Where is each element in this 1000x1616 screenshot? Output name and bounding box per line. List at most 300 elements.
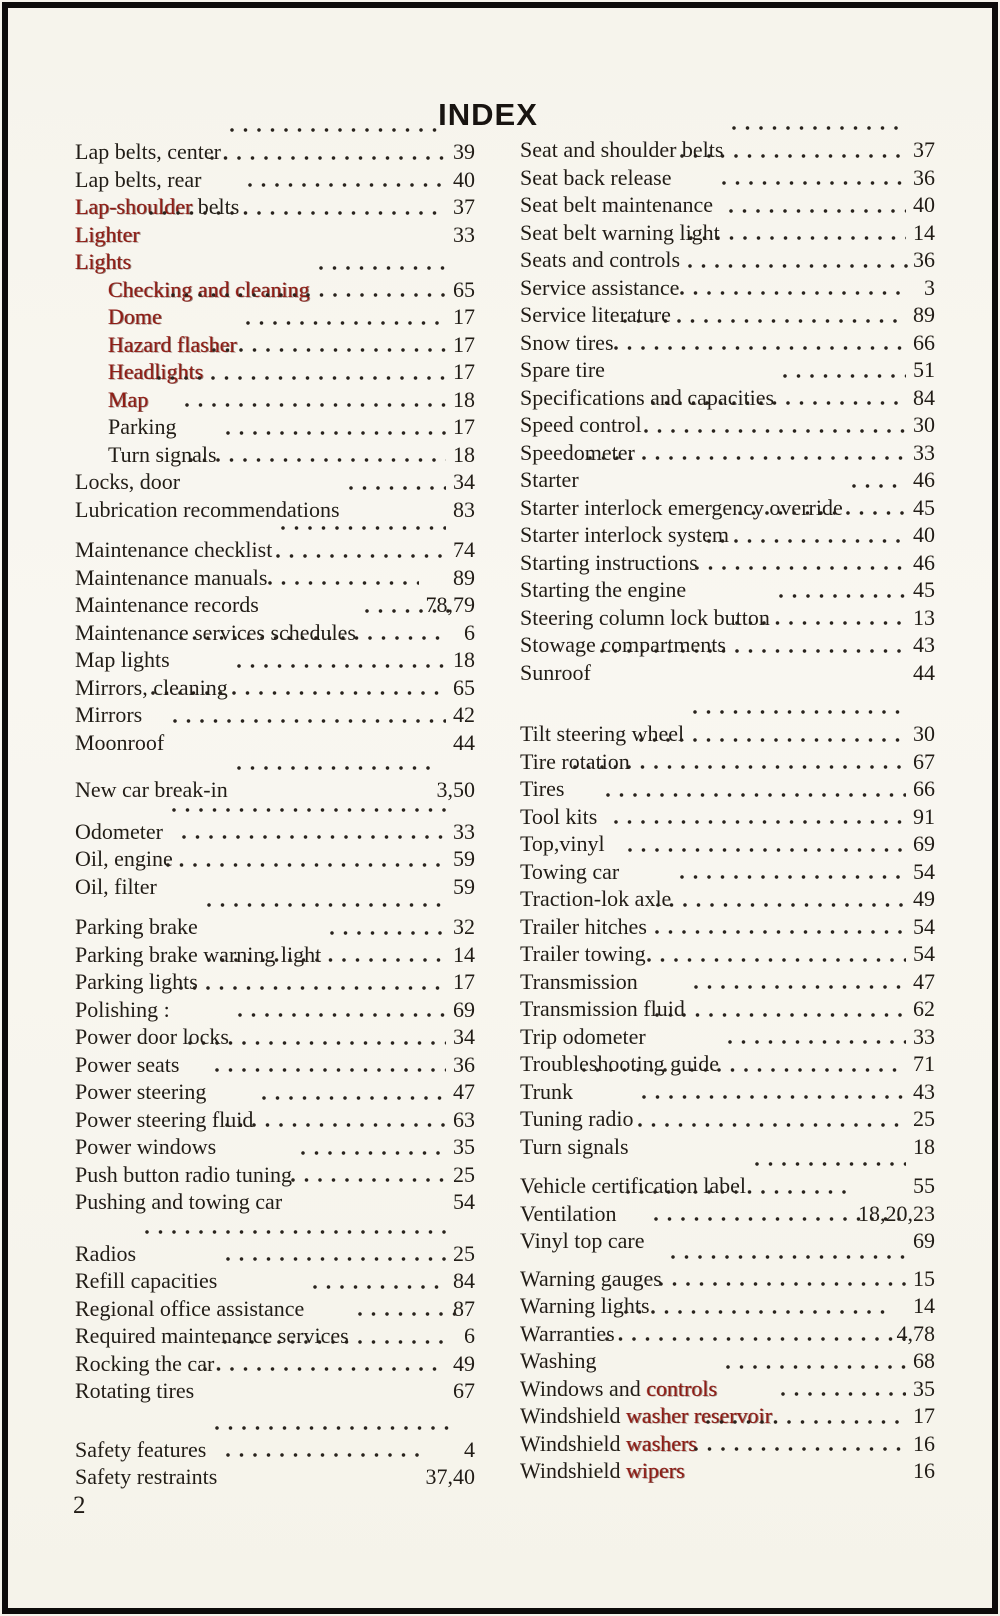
entry-page-number: 17 (913, 1403, 935, 1428)
index-entry (520, 1078, 935, 1106)
entry-label-misprint-segment: Lights (75, 249, 132, 274)
index-entry (520, 803, 935, 831)
index-entry (520, 136, 935, 164)
entry-label (520, 1078, 573, 1106)
entry-page-number: 87 (453, 1295, 475, 1321)
index-group (520, 1265, 935, 1485)
entry-label-misprint-segment: washer reservoir (626, 1403, 773, 1428)
entry-label-segment: Spare tire (520, 357, 605, 382)
entry-label-segment: Speedometer (520, 439, 635, 465)
entry-label (520, 191, 713, 219)
entry-page-number: 37 (453, 194, 475, 219)
index-entry (75, 1240, 475, 1268)
index-entry (75, 413, 475, 441)
index-entry (520, 274, 935, 302)
index-entry (75, 1106, 475, 1134)
entry-page-number: 13 (913, 604, 935, 630)
index-entry (75, 138, 475, 166)
entry-label-segment: Speed control (520, 412, 642, 437)
entry-page-number: 14 (913, 1293, 935, 1318)
entry-label (520, 274, 679, 302)
entry-label-segment: Trailer hitches (520, 913, 647, 939)
entry-label (75, 1051, 179, 1079)
entry-label-segment: Trunk (520, 1078, 573, 1104)
entry-label-segment: Troubleshooting guide (520, 1051, 720, 1076)
entry-label (75, 496, 340, 524)
entry-label-misprint-segment: Checking and cleaning (108, 276, 310, 302)
entry-page-number: 69 (453, 996, 475, 1022)
entry-label (520, 968, 638, 996)
index-entry (75, 1188, 475, 1216)
entry-label (520, 1227, 645, 1255)
entry-page-number: 66 (913, 329, 935, 355)
index-entry (75, 536, 475, 564)
entry-page-number: 33 (453, 818, 475, 844)
entry-label (520, 1023, 646, 1051)
entry-label (520, 164, 671, 192)
entry-page-number: 45 (913, 577, 935, 602)
entry-page-number: 17 (453, 304, 475, 329)
entry-page-number: 25 (453, 1240, 475, 1266)
index-entry (520, 439, 935, 467)
entry-label-misprint-segment: wipers (626, 1458, 685, 1483)
entry-label (75, 941, 321, 969)
entry-label (520, 885, 671, 913)
entry-label (520, 411, 642, 439)
index-entry (520, 604, 935, 632)
index-entry (520, 164, 935, 192)
entry-page-number: 18,20,23 (858, 1200, 935, 1226)
entry-label (520, 1375, 717, 1403)
entry-page-number: 78,79 (425, 592, 475, 617)
index-entry (75, 1377, 475, 1405)
entry-label-segment: Oil, engine (75, 846, 173, 871)
index-entry (520, 720, 935, 748)
entry-label (520, 1292, 650, 1320)
entry-page-number: 18 (453, 386, 475, 412)
entry-label-segment: Transmission (520, 968, 638, 994)
entry-page-number: 51 (913, 357, 935, 382)
entry-page-number: 30 (913, 721, 935, 746)
entry-label-segment: Oil, filter (75, 873, 157, 899)
entry-page-number: 49 (913, 886, 935, 911)
index-group (520, 720, 935, 1160)
entry-label (108, 386, 148, 414)
index-entry (520, 1292, 935, 1320)
entry-page-number: 18 (453, 647, 475, 672)
entry-label (108, 441, 217, 469)
entry-page-number: 37 (913, 137, 935, 162)
entry-label-segment: Sunroof (520, 659, 591, 685)
index-entry (520, 466, 935, 494)
entry-page-number: 47 (913, 968, 935, 994)
entry-label-segment: Ventilation (520, 1200, 617, 1226)
index-entry (75, 591, 475, 619)
entry-page-number: 18 (453, 441, 475, 467)
entry-page-number: 17 (453, 359, 475, 384)
index-entry (520, 1105, 935, 1133)
entry-label-segment: Parking (108, 414, 177, 439)
index-entry (520, 1375, 935, 1403)
index-entry (75, 441, 475, 469)
index-entry (75, 193, 475, 221)
index-entry (520, 858, 935, 886)
entry-label-segment: Power door locks (75, 1024, 229, 1049)
entry-page-number: 74 (453, 537, 475, 562)
entry-label-segment: Required maintenance services (75, 1323, 349, 1348)
entry-label-segment: New car break-in (75, 777, 228, 802)
entry-label-segment: Traction-lok axle (520, 886, 672, 911)
entry-label (75, 968, 198, 996)
entry-label-segment: Polishing : (75, 996, 170, 1022)
entry-label (520, 830, 605, 858)
index-entry (520, 246, 935, 274)
entry-page-number: 32 (453, 914, 475, 939)
entry-page-number: 4 (464, 1436, 475, 1462)
index-entry (75, 1463, 475, 1491)
index-group (520, 136, 935, 686)
entry-label (520, 466, 579, 494)
entry-label-misprint-segment: washers (626, 1430, 697, 1456)
entry-page-number: 91 (913, 803, 935, 829)
entry-label (520, 1265, 662, 1293)
entry-label-segment: Seat back release (520, 164, 672, 190)
entry-page-number: 15 (913, 1265, 935, 1291)
entry-label (520, 246, 680, 274)
entry-label (520, 521, 729, 549)
entry-label-misprint-segment: Hazard flasher (108, 331, 237, 357)
entry-label-segment: Service assistance (520, 274, 680, 300)
index-entry (75, 276, 475, 304)
entry-label (75, 1322, 349, 1350)
entry-label (520, 659, 591, 687)
entry-label (108, 303, 162, 331)
index-entry (520, 1023, 935, 1051)
entry-label (108, 331, 237, 359)
entry-label (75, 536, 272, 564)
index-group (520, 1172, 935, 1255)
entry-page-number: 33 (913, 1023, 935, 1049)
entry-label (75, 1133, 216, 1161)
entry-label (520, 775, 564, 803)
index-entry (520, 968, 935, 996)
index-entry (75, 303, 475, 331)
index-entry (75, 1295, 475, 1323)
entry-label-segment: Rocking the car (75, 1350, 215, 1376)
entry-label (108, 276, 310, 304)
entry-label-segment: Power steering (75, 1079, 207, 1104)
entry-label (520, 329, 614, 357)
index-entry (520, 1133, 935, 1161)
index-entry (520, 775, 935, 803)
entry-label (108, 413, 176, 441)
entry-label-segment: Windows and (520, 1375, 647, 1401)
entry-page-number: 34 (453, 1024, 475, 1049)
entry-label-misprint-segment: Dome (108, 304, 162, 329)
entry-label-segment: belts (192, 194, 240, 219)
entry-label (520, 494, 843, 522)
entry-page-number: 84 (453, 1268, 475, 1293)
entry-label-segment: Tool kits (520, 803, 598, 829)
entry-label-segment: Starting instructions (520, 549, 698, 575)
entry-label-segment: Windshield (520, 1458, 627, 1483)
entry-label (75, 845, 173, 873)
index-entry (520, 1050, 935, 1078)
entry-label-misprint-segment: Lighter (75, 221, 140, 247)
entry-label-segment: Parking brake warning light (75, 941, 322, 967)
entry-label (520, 1320, 615, 1348)
entry-label (75, 1350, 214, 1378)
index-entry (75, 913, 475, 941)
entry-label-segment: Radios (75, 1240, 137, 1266)
entry-page-number: 68 (913, 1348, 935, 1373)
entry-page-number: 14 (453, 941, 475, 967)
entry-label-segment: Maintenance checklist (75, 537, 273, 562)
index-section-heading (75, 248, 475, 276)
entry-label-segment: Turn signals (520, 1133, 629, 1159)
entry-page-number: 4,78 (896, 1320, 935, 1346)
entry-page-number: 45 (913, 494, 935, 520)
entry-label-segment: Moonroof (75, 729, 165, 755)
index-entry (75, 1436, 475, 1464)
entry-page-number: 89 (913, 302, 935, 327)
entry-label-segment: Starting the engine (520, 577, 687, 602)
index-entry (520, 219, 935, 247)
entry-label (75, 193, 239, 221)
entry-label (75, 776, 228, 804)
entry-page-number: 59 (453, 873, 475, 899)
entry-label-misprint-segment: controls (646, 1375, 718, 1401)
entry-label (520, 720, 684, 748)
index-entry (520, 191, 935, 219)
entry-label (520, 549, 698, 577)
entry-label (520, 940, 646, 968)
index-entry (75, 674, 475, 702)
page-title: INDEX (438, 97, 538, 132)
entry-label-segment: Tilt steering wheel (520, 721, 685, 746)
entry-page-number: 66 (913, 776, 935, 801)
entry-page-number: 46 (913, 549, 935, 575)
entry-label (520, 1347, 596, 1375)
entry-page-number: 33 (913, 439, 935, 465)
entry-page-number: 71 (913, 1051, 935, 1076)
index-entry (520, 521, 935, 549)
entry-label-segment: Map lights (75, 647, 170, 672)
entry-page-number: 67 (453, 1378, 475, 1403)
entry-label (75, 1188, 282, 1216)
entry-label-segment: Push button radio tuning (75, 1161, 292, 1187)
index-entry (75, 1161, 475, 1189)
entry-label-segment: Stowage compartments (520, 632, 726, 657)
index-entry (520, 301, 935, 329)
entry-page-number: 25 (453, 1161, 475, 1187)
entry-page-number: 63 (453, 1106, 475, 1132)
entry-label (520, 136, 723, 164)
entry-page-number: 46 (913, 467, 935, 492)
entry-label-segment: Washing (520, 1348, 597, 1373)
entry-page-number: 44 (913, 659, 935, 685)
entry-label-segment: Regional office assistance (75, 1295, 305, 1321)
entry-label-segment: Top,vinyl (520, 831, 605, 856)
index-entry (520, 1265, 935, 1293)
entry-label-misprint-segment: Map (108, 386, 149, 412)
entry-label (520, 1430, 697, 1458)
index-entry (75, 996, 475, 1024)
entry-page-number: 47 (453, 1079, 475, 1104)
entry-page-number: 65 (453, 276, 475, 302)
entry-page-number: 83 (453, 496, 475, 522)
entry-page-number: 54 (913, 941, 935, 966)
entry-page-number: 43 (913, 632, 935, 657)
index-entry (75, 1023, 475, 1051)
entry-label (75, 674, 228, 702)
entry-label-segment: Power steering fluid (75, 1106, 254, 1132)
entry-label-segment: Seat and shoulder belts (520, 137, 724, 162)
entry-label (520, 1050, 719, 1078)
entry-label-misprint-segment: Lap-shoulder (75, 194, 193, 219)
entry-label-segment: Transmission fluid (520, 996, 685, 1021)
entry-label (520, 1133, 629, 1161)
entry-page-number: 40 (453, 166, 475, 192)
index-entry (75, 331, 475, 359)
index-entry (520, 329, 935, 357)
entry-label (75, 1463, 217, 1491)
entry-page-number: 17 (453, 969, 475, 994)
entry-page-number: 69 (913, 831, 935, 856)
entry-label-segment: Locks, door (75, 469, 181, 494)
entry-page-number: 67 (913, 748, 935, 774)
entry-label-segment: Warning gauges (520, 1265, 662, 1291)
index-entry (520, 830, 935, 858)
entry-label-segment: Trailer towing (520, 941, 646, 966)
entry-label-segment: Starter (520, 467, 579, 492)
entry-label (520, 1172, 746, 1200)
entry-page-number: 39 (453, 139, 475, 164)
entry-label (75, 248, 131, 276)
entry-label-segment: Starter interlock emergency override (520, 494, 843, 520)
entry-label-segment: Maintenance manuals (75, 564, 268, 590)
entry-label-segment: Snow tires (520, 329, 614, 355)
entry-page-number: 3 (924, 274, 935, 300)
entry-label (75, 619, 356, 647)
entry-label-segment: Mirrors (75, 702, 143, 727)
index-entry (520, 494, 935, 522)
entry-label (75, 646, 170, 674)
index-entry (75, 1267, 475, 1295)
entry-label-segment: Warranties (520, 1320, 615, 1346)
entry-label-misprint-segment: Headlights (108, 359, 204, 384)
entry-label-segment: Safety features (75, 1436, 207, 1462)
entry-page-number: 62 (913, 996, 935, 1021)
entry-label (75, 1377, 194, 1405)
entry-label (520, 439, 635, 467)
entry-label (520, 1457, 685, 1485)
entry-page-number: 59 (453, 846, 475, 871)
index-entry (75, 729, 475, 757)
entry-label (75, 1161, 292, 1189)
entry-label-segment: Pushing and towing car (75, 1189, 283, 1214)
entry-label (520, 858, 619, 886)
entry-label-segment: Odometer (75, 818, 163, 844)
entry-page-number: 40 (913, 522, 935, 547)
index-group (75, 1436, 475, 1491)
entry-label-segment: Starter interlock system (520, 522, 729, 547)
entry-label (520, 356, 605, 384)
index-group (75, 536, 475, 756)
index-entry (520, 748, 935, 776)
index-entry (520, 1227, 935, 1255)
entry-page-number: 30 (913, 412, 935, 437)
index-entry (75, 776, 475, 804)
entry-label (75, 1078, 206, 1106)
entry-page-number: 36 (913, 247, 935, 272)
entry-label-segment: Seat belt maintenance (520, 192, 714, 217)
entry-label-segment: Parking brake (75, 914, 198, 939)
entry-page-number: 35 (913, 1375, 935, 1401)
entry-page-number: 37,40 (425, 1464, 475, 1489)
index-entry (520, 631, 935, 659)
entry-page-number: 17 (453, 414, 475, 439)
index-entry (75, 968, 475, 996)
entry-label (75, 996, 170, 1024)
entry-label (75, 1106, 253, 1134)
entry-page-number: 54 (453, 1189, 475, 1214)
entry-label (520, 604, 770, 632)
entry-label-segment: Specifications and capacities (520, 384, 775, 410)
entry-label-segment: Turn signals (108, 441, 217, 467)
index-entry (75, 1133, 475, 1161)
index-entry (520, 384, 935, 412)
entry-label (75, 166, 201, 194)
index-entry (75, 941, 475, 969)
entry-page-number: 89 (453, 564, 475, 590)
entry-label-segment: Power seats (75, 1051, 180, 1077)
index-entry (520, 913, 935, 941)
entry-page-number: 18 (913, 1133, 935, 1159)
entry-label (75, 1295, 304, 1323)
entry-label-segment: Tires (520, 776, 565, 801)
index-entry (520, 659, 935, 687)
entry-page-number: 33 (453, 221, 475, 247)
entry-label (75, 873, 157, 901)
entry-page-number: 36 (453, 1051, 475, 1077)
index-right-column (520, 136, 935, 1485)
entry-page-number: 36 (913, 164, 935, 190)
index-group (75, 138, 475, 523)
index-entry (75, 1350, 475, 1378)
index-group (75, 776, 475, 804)
index-entry (75, 1322, 475, 1350)
entry-page-number: 6 (464, 1323, 475, 1348)
index-entry (520, 1402, 935, 1430)
entry-label-segment: Tire rotation (520, 748, 630, 774)
index-entry (520, 1172, 935, 1200)
index-entry (520, 940, 935, 968)
entry-label (520, 384, 774, 412)
entry-label (75, 1436, 206, 1464)
index-entry (520, 1200, 935, 1228)
entry-label-segment: Vehicle certification label (520, 1173, 746, 1198)
index-group (75, 913, 475, 1216)
entry-label-segment: Power windows (75, 1134, 217, 1159)
entry-page-number: 17 (453, 331, 475, 357)
entry-page-number: 55 (913, 1173, 935, 1198)
index-entry (520, 356, 935, 384)
index-entry (520, 1320, 935, 1348)
entry-label (75, 221, 140, 249)
entry-label (75, 1240, 136, 1268)
entry-page-number: 6 (464, 619, 475, 645)
